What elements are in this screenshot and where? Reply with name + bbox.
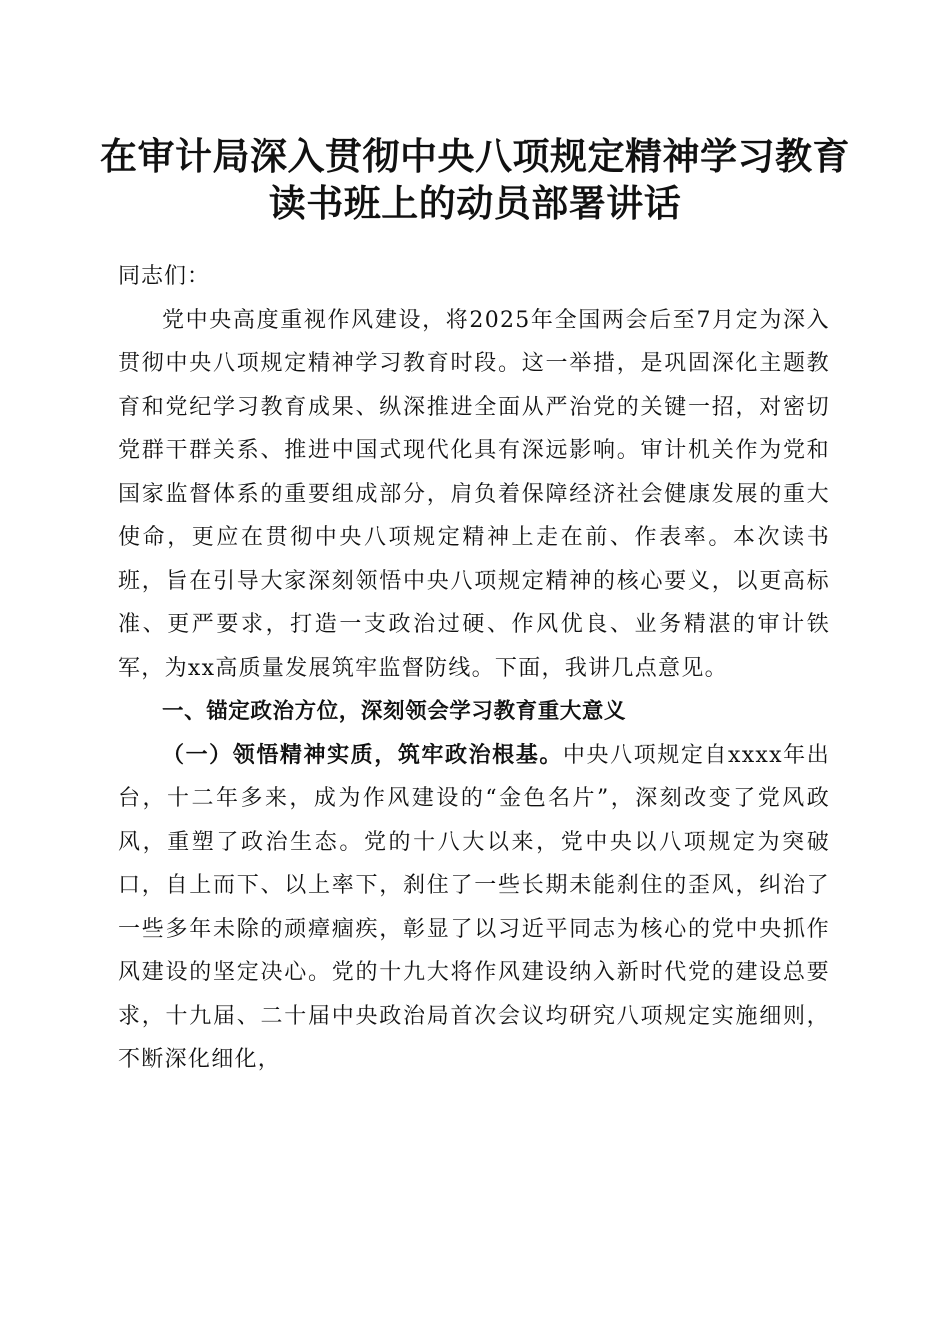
subsection-lead: （一）领悟精神实质，筑牢政治根基。 [162, 741, 563, 768]
document-title [90, 133, 860, 227]
section-heading-1: 一、锚定政治方位，深刻领会学习教育重大意义 [162, 699, 627, 724]
document-body [118, 255, 830, 1082]
title-line-2: 读书班上的动员部署讲话 [268, 181, 682, 225]
title-line-1: 在审计局深入贯彻中央八项规定精神学习教育 [100, 134, 850, 178]
salutation: 同志们： [118, 264, 211, 289]
subsection-paragraph-1 [118, 734, 830, 1082]
subsection-body: 中央八项规定自xxxx年出台，十二年多来，成为作风建设的“金色名片”，深刻改变了党风政风，重塑了政治生态。党的十八大以来，党中央以八项规定为突破口，自上而下、以上率下，刹住了一些长期未能刹住的歪风，纠治了一些多年未除的顽瘴痼疾，彰显了以习近平同志为核心的党中央抓作风建设的坚定决心。党的十九大将作风建设纳入新时代党的建设总要求，十九届、二十届中央政治局首次会议均研究八项规定实施细则，不断深化细化， [118, 742, 830, 1072]
intro-paragraph: 党中央高度重视作风建设，将2025年全国两会后至7月定为深入贯彻中央八项规定精神学习教育时段。这一举措，是巩固深化主题教育和党纪学习教育成果、纵深推进全面从严治党的关键一招，对密切党群干群关系、推进中国式现代化具有深远影响。审计机关作为党和国家监督体系的重要组成部分，肩负着保障经济社会健康发展的重大使命，更应在贯彻中央八项规定精神上走在前、作表率。本次读书班，旨在引导大家深刻领悟中央八项规定精神的核心要义，以更高标准、更严要求，打造一支政治过硬、作风优良、业务精湛的审计铁军，为xx高质量发展筑牢监督防线。下面，我讲几点意见。 [118, 307, 830, 681]
